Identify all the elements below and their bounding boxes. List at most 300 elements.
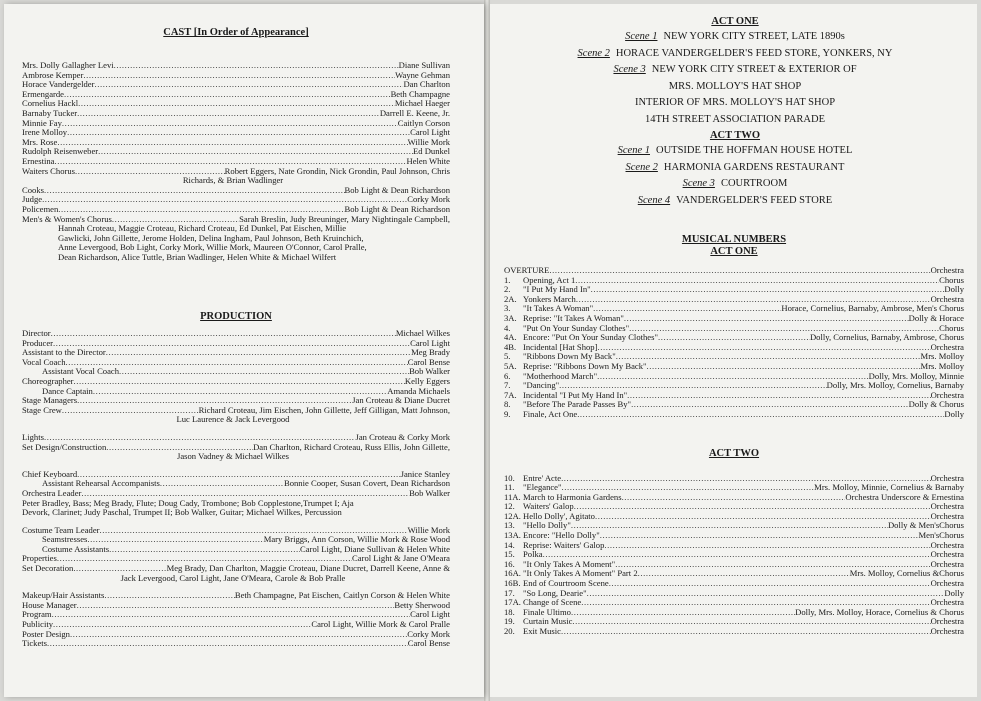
row-value: Horace, Cornelius, Barnaby, Ambrose, Men's Chorus [781, 303, 964, 314]
dot-leader [638, 569, 850, 579]
dot-leader [658, 333, 810, 343]
row-value: Corky Mork [407, 628, 450, 639]
scene-location: 14TH STREET ASSOCIATION PARADE [645, 113, 825, 125]
row-value: Michael Wilkes [395, 328, 450, 338]
dot-leader [571, 608, 795, 618]
row-value: Carol Bense [407, 356, 450, 367]
row-value: Willie Mork [407, 136, 450, 147]
item-number: 13A. [504, 530, 521, 541]
row-value: Dolly, Mrs. Molloy, Minnie [868, 370, 964, 381]
row-value: Meg Brady, Dan Charlton, Maggie Croteau, Diane Ducret, Darrell Keene, Anne & [166, 563, 450, 574]
dot-leader [47, 639, 408, 649]
leader-row [22, 147, 450, 157]
row-label: Yonkers March [523, 293, 576, 304]
program-right-page [490, 4, 977, 697]
row-label: Policemen [22, 203, 59, 214]
production-title: PRODUCTION [200, 311, 272, 322]
leader-row [22, 367, 450, 377]
row-value: Dolly, Cornelius, Barnaby, Ambrose, Chorus [809, 332, 964, 343]
item-number: 3. [504, 303, 511, 314]
item-number: 14. [504, 539, 515, 550]
row-label: Reprise: "It Takes A Woman" [523, 312, 624, 323]
row-value: Caitlyn Corson [397, 117, 450, 128]
row-value: Mrs. Molloy, Cornelius &Chorus [849, 568, 964, 579]
row-value: Mrs. Molloy [920, 360, 964, 371]
scene-location: NEW YORK CITY STREET & EXTERIOR OF [651, 64, 857, 75]
row-label: "I Put My Hand In" [523, 284, 591, 295]
scene-line [520, 143, 950, 160]
row-value: Jan Croteau & Diane Ducret [352, 395, 450, 406]
scene-line [520, 62, 950, 79]
dot-leader [600, 531, 919, 541]
row-label: Seamstresses [42, 534, 88, 545]
item-number: 4B. [504, 341, 517, 352]
dot-leader [549, 266, 930, 276]
row-label: Costume Assistants [42, 543, 110, 554]
row-label: Incidental [Hat Shop] [523, 341, 598, 352]
item-number: 5A. [504, 360, 517, 371]
item-number: 7A. [504, 389, 517, 400]
leader-row [22, 591, 450, 601]
row-value: Dolly [944, 587, 964, 598]
item-number: 9. [504, 408, 511, 419]
scene-location: OUTSIDE THE HOFFMAN HOUSE HOTEL [655, 145, 853, 156]
scene-line [520, 46, 950, 63]
row-label: Program [22, 609, 52, 620]
leader-row [22, 620, 450, 630]
dot-leader [572, 617, 930, 627]
row-label: Director [22, 328, 51, 338]
dot-leader [160, 479, 284, 489]
leader-row [504, 627, 964, 637]
act-one-scenes [520, 29, 950, 79]
dot-leader [587, 589, 945, 599]
leader-row [22, 630, 450, 640]
musical-act-two-list [504, 474, 964, 637]
row-label: Producer [22, 337, 54, 348]
row-label: Set Decoration [22, 563, 74, 574]
continuation-line: Hannah Croteau, Maggie Croteau, Richard Croteau, Ed Dunkel, Pat Eischen, Millie [58, 223, 347, 234]
row-value: Orchestra [930, 265, 964, 275]
musical-act-two-heading: ACT TWO [708, 447, 760, 459]
row-value: Orchestra [930, 341, 964, 352]
row-value: Dan Charlton, Richard Croteau, Russ Ellis, John Gillette, [253, 441, 450, 452]
item-number: 18. [504, 606, 515, 617]
row-label: Reprise: "Ribbons Down My Back" [523, 360, 647, 371]
continuation-line: Dean Richardson, Alice Tuttle, Brian Wadlinger, Helen White & Michael Wilfert [58, 251, 337, 262]
musical-numbers-title: MUSICAL NUMBERS [681, 234, 787, 245]
row-value: Wayne Gehman [395, 69, 450, 80]
row-value: Orchestra [930, 558, 964, 569]
row-label: Finale, Act One [523, 408, 578, 419]
leader-row [22, 109, 450, 119]
row-value: Bob Walker [409, 366, 450, 377]
row-label: Change of Scene [523, 597, 582, 608]
dot-leader [571, 521, 888, 531]
row-value: Janice Stanley [400, 468, 450, 479]
row-label: Finale Ultimo [523, 606, 571, 617]
row-value: Orchestra [930, 578, 964, 589]
scene-location: HARMONIA GARDENS RESTAURANT [663, 161, 845, 173]
leader-row [22, 61, 450, 71]
dot-leader [609, 579, 931, 589]
dot-leader [114, 61, 399, 71]
item-number: 17A. [504, 597, 521, 608]
row-value: Bonnie Cooper, Susan Covert, Dean Richardson [283, 478, 450, 489]
cast-list [22, 61, 450, 262]
dot-leader [561, 627, 931, 637]
program-left-page [4, 4, 484, 697]
row-label: Set Design/Construction [22, 441, 107, 452]
dot-leader [591, 285, 945, 295]
production-list [22, 329, 450, 649]
dot-leader [624, 314, 909, 324]
row-value: Dolly & Chorus [908, 399, 964, 410]
row-value: Kelly Eggers [404, 375, 450, 386]
orchestra-line: Devork, Clarinet; Judy Paschal, Trumpet II; Bob Walker, Guitar; Michael Wilkes, Percussion [22, 507, 342, 518]
scene-number: Scene 4 [637, 194, 671, 206]
row-label: March to Harmonia Gardens [523, 491, 622, 502]
continuation-line: Jack Levergood, Carol Light, Jane O'Meara, Carole & Bob Pralle [120, 572, 346, 583]
row-label: "Before The Parade Passes By" [523, 399, 632, 410]
row-value: Bob Walker [409, 487, 450, 498]
row-label: Incidental "I Put My Hand In" [523, 389, 628, 400]
cast-title: CAST [In Order of Appearance] [163, 27, 309, 38]
row-label: Orchestra Leader [22, 487, 82, 498]
row-value: Orchestra [930, 293, 964, 304]
row-value: Robert Eggers, Nate Grondin, Nick Grondin, Paul Johnson, Chris [224, 165, 450, 176]
row-label: Poster Design [22, 628, 70, 639]
act-two-scenes [520, 143, 950, 209]
row-label: Stage Managers [22, 395, 78, 406]
dot-leader [70, 630, 407, 640]
row-label: Encore: "Hello Dolly" [523, 530, 600, 541]
row-label: Mrs. Rose [22, 136, 58, 147]
row-value: Mary Briggs, Ann Corson, Willie Mork & Rose Wood [263, 534, 450, 545]
row-value: Bob Light & Dean Richardson [344, 203, 450, 214]
row-value: Carol Light, Willie Mork & Carol Pralle [311, 619, 450, 630]
row-label: Lights [22, 431, 44, 442]
item-number: 1. [504, 274, 511, 285]
row-value: Corky Mork [407, 194, 450, 205]
musical-act-one-heading: ACT ONE [710, 246, 758, 257]
dot-leader [98, 147, 413, 157]
act-two-heading: ACT TWO [709, 130, 761, 141]
dot-leader [53, 339, 410, 349]
dot-leader [119, 367, 409, 377]
leader-row [22, 639, 450, 649]
item-number: 2A. [504, 293, 517, 304]
act-one-extra-locations [520, 79, 950, 129]
leader-row [22, 186, 450, 196]
leader-row [22, 348, 450, 358]
scene-location: NEW YORK CITY STREET, LATE 1890s [663, 31, 845, 42]
scene-number: Scene 3 [613, 64, 646, 75]
row-value: Betty Sherwood [394, 599, 450, 610]
row-label: Minnie Fay [22, 117, 62, 128]
row-label: Assistant Vocal Coach [42, 366, 120, 377]
row-label: Curtain Music [523, 616, 573, 627]
row-value: Dolly & Horace [908, 312, 964, 323]
dot-leader [93, 387, 387, 397]
row-value: Chorus [939, 274, 964, 285]
row-value: Orchestra [930, 501, 964, 512]
dot-leader [577, 410, 944, 420]
row-label: "Hello Dolly" [523, 520, 571, 531]
scene-location: HORACE VANDERGELDER'S FEED STORE, YONKERS, NY [615, 47, 893, 59]
leader-row [504, 617, 964, 627]
dot-leader [622, 493, 846, 503]
scene-listing [520, 14, 950, 209]
row-label: Stage Crew [22, 404, 62, 415]
dot-leader [57, 138, 407, 148]
dot-leader [595, 512, 931, 522]
leader-row [22, 601, 450, 611]
item-number: 5. [504, 351, 511, 362]
row-label: End of Courtroom Scene [523, 578, 609, 589]
leader-row [22, 128, 450, 138]
row-value: Carol Light [410, 609, 450, 620]
row-label: Horace Vandergelder [22, 79, 95, 90]
row-label: "It Only Takes A Moment" Part 2 [523, 568, 638, 579]
dot-leader [77, 109, 380, 119]
item-number: 2. [504, 284, 511, 295]
leader-row [504, 608, 964, 618]
item-number: 19. [504, 616, 515, 627]
dot-leader [631, 400, 909, 410]
leader-row [504, 541, 964, 551]
row-label: Assistant to the Director [22, 347, 106, 358]
row-label: Hello Dolly', Agitato [523, 510, 595, 521]
scene-location: INTERIOR OF MRS. MOLLOY'S HAT SHOP [634, 97, 836, 108]
row-value: Orchestra [930, 539, 964, 550]
row-value: Orchestra [930, 616, 964, 627]
item-number: 16. [504, 558, 515, 569]
row-label: Ambrose Kemper [22, 69, 84, 80]
item-number: 17. [504, 587, 515, 598]
row-label: Exit Music [523, 626, 561, 636]
row-label: Costume Team Leader [22, 524, 100, 535]
item-number: 6. [504, 370, 511, 381]
item-number: 4. [504, 322, 511, 333]
row-label: "Put On Your Sunday Clothes" [523, 322, 630, 333]
dot-leader [627, 391, 930, 401]
continuation-line: Jason Vadney & Michael Wilkes [177, 451, 289, 462]
row-value: Dan Charlton [403, 79, 450, 90]
row-label: Ermengarde [22, 88, 64, 99]
dot-leader [64, 90, 391, 100]
row-value: Dolly [944, 284, 964, 295]
row-value: Willie Mork [407, 524, 450, 535]
row-value: Carol Light & Jane O'Meara [352, 553, 450, 564]
scene-location: MRS. MOLLOY'S HAT SHOP [668, 80, 802, 92]
dot-leader [53, 620, 311, 630]
row-label: Barnaby Tucker [22, 107, 78, 118]
cast-section [22, 26, 450, 262]
row-value: Orchestra [930, 510, 964, 521]
production-section [22, 310, 450, 649]
row-label: Opening, Act 1 [523, 274, 576, 285]
row-value: Meg Brady [411, 347, 450, 358]
row-value: Sarah Breslin, Judy Breuninger, Mary Nightingale Campbell, [239, 213, 450, 224]
row-label: House Manager [22, 599, 77, 610]
scene-line [520, 29, 950, 46]
continuation-line: Anne Levergood, Bob Light, Corky Mork, Willie Mork, Maureen O'Connor, Carol Pralle, [58, 242, 367, 253]
row-label: Judge [22, 194, 43, 205]
row-label: Assistant Rehearsal Accompanists [42, 478, 160, 489]
item-number: 8. [504, 399, 511, 410]
row-value: Orchestra [930, 389, 964, 400]
dot-leader [74, 377, 405, 387]
continuation-line: Richards, & Brian Wadlinger [182, 175, 284, 186]
dot-leader [616, 352, 921, 362]
row-label: Properties [22, 553, 57, 564]
row-label: Men's & Women's Chorus [22, 213, 112, 224]
dot-leader [67, 128, 410, 138]
leader-row [22, 119, 450, 129]
row-value: Orchestra [930, 597, 964, 608]
row-value: Bob Light & Dean Richardson [344, 184, 450, 195]
row-label: "So Long, Dearie" [523, 587, 587, 598]
row-label: "Elegance" [523, 482, 562, 493]
leader-row [22, 80, 450, 90]
item-number: 3A. [504, 312, 517, 323]
row-label: Cornelius Hackl [22, 98, 79, 109]
row-value: Orchestra [930, 549, 964, 560]
row-value: Dolly, Mrs. Molloy, Cornelius, Barnaby [826, 380, 964, 391]
item-number: 7. [504, 380, 511, 391]
dot-leader [87, 535, 263, 545]
dot-leader [104, 591, 235, 601]
dot-leader [94, 80, 403, 90]
row-label: Dance Captain [42, 385, 93, 396]
continuation-line: Luc Laurence & Jack Levergood [176, 414, 290, 425]
item-number: 12A. [504, 510, 521, 521]
row-label: Waiters Chorus [22, 165, 76, 176]
row-label: "It Only Takes A Moment" [523, 558, 616, 569]
dot-leader [77, 601, 395, 611]
row-label: Entre' Acte [523, 472, 562, 483]
dot-leader [109, 545, 300, 555]
item-number: 11A. [504, 491, 521, 502]
row-value: Beth Champagne [390, 88, 450, 99]
row-value: Michael Haeger [394, 98, 450, 109]
row-label: Chief Keyboard [22, 468, 78, 479]
row-label: Ernestina [22, 155, 55, 166]
musical-numbers-section [504, 234, 964, 637]
row-value: Dolly & Men'sChorus [887, 520, 964, 531]
continuation-line: Gawlicki, John Gillette, Jerome Holden, Delina Ingham, Paul Johnson, Beth Kruinchich, [58, 232, 364, 243]
dot-leader [78, 99, 395, 109]
item-number: 16B. [504, 578, 521, 589]
row-label: Mrs. Dolly Gallagher Levi [22, 60, 114, 70]
row-label: "Dancing" [523, 380, 560, 391]
dot-leader [604, 541, 930, 551]
row-label: Makeup/Hair Assistants [22, 590, 105, 601]
row-label: Cooks [22, 184, 44, 195]
scene-line [520, 160, 950, 177]
row-value: Amanda Michaels [387, 385, 450, 396]
orchestra-line: Peter Bradley, Bass; Meg Brady, Flute; Doug Cady, Trombone; Bob Copplestone,Trumpet I; Aja [22, 497, 354, 508]
row-label: Tickets [22, 638, 47, 649]
row-label: OVERTURE [504, 265, 550, 275]
scene-number: Scene 1 [625, 31, 658, 42]
item-number: 11. [504, 482, 515, 493]
item-number: 15. [504, 549, 515, 560]
scene-number: Scene 2 [625, 161, 658, 173]
scene-number: Scene 3 [682, 178, 715, 189]
row-label: "Motherhood March" [523, 370, 598, 381]
row-label: "Ribbons Down My Back" [523, 351, 616, 362]
row-label: Reprise: Waiters' Galop [523, 539, 605, 550]
dot-leader [574, 502, 931, 512]
row-label: Publicity [22, 619, 54, 630]
scene-line [520, 176, 950, 193]
row-label: Rudolph Reisenweber [22, 146, 99, 157]
row-value: Jan Croteau & Corky Mork [355, 431, 450, 442]
row-value: Carol Light, Diane Sullivan & Helen White [300, 543, 450, 554]
item-number: 20. [504, 626, 515, 636]
dot-leader [106, 348, 411, 358]
row-value: Carol Light [410, 337, 450, 348]
scene-location: COURTROOM [720, 178, 788, 189]
musical-act-one-list [504, 266, 964, 420]
row-value: Richard Croteau, Jim Eischen, John Gillette, Jeff Gilligan, Matt Johnson, [198, 404, 450, 415]
scene-location: VANDERGELDER'S FEED STORE [676, 194, 833, 206]
item-number: 10. [504, 472, 515, 483]
row-value: Helen White [406, 155, 450, 166]
leader-row [22, 329, 450, 339]
item-number: 4A. [504, 332, 517, 343]
row-value: Men'sChorus [918, 530, 964, 541]
row-label: Choreographer [22, 375, 74, 386]
dot-leader [575, 276, 939, 286]
row-value: Carol Light [410, 127, 450, 138]
dot-leader [62, 119, 398, 129]
row-value: Orchestra [930, 626, 964, 636]
act-one-heading: ACT ONE [711, 16, 759, 27]
dot-leader [51, 329, 396, 339]
row-label: Polka [523, 549, 543, 560]
row-label: Encore: "Put On Your Sunday Clothes" [523, 332, 658, 343]
leader-row [22, 90, 450, 100]
row-value: Diane Sullivan [398, 60, 450, 70]
row-label: Irene Molloy [22, 127, 68, 138]
row-value: Dolly, Mrs. Molloy, Horace, Cornelius & Chorus [795, 606, 964, 617]
row-label: Vocal Coach [22, 356, 66, 367]
row-value: Mrs. Molloy [920, 351, 964, 362]
row-value: Darrell E. Keene, Jr. [379, 107, 450, 118]
row-value: Dolly [944, 408, 964, 419]
dot-leader [83, 71, 395, 81]
row-value: Chorus [939, 322, 964, 333]
scene-line [520, 193, 950, 210]
leader-row [22, 479, 450, 489]
item-number: 16A. [504, 568, 521, 579]
row-value: Mrs. Molloy, Minnie, Cornelius & Barnaby [814, 482, 964, 493]
item-number: 13. [504, 520, 515, 531]
row-value: Orchestra [930, 472, 964, 483]
scene-number: Scene 2 [577, 47, 610, 59]
scene-number: Scene 1 [617, 145, 650, 156]
row-label: "It Takes A Woman" [523, 303, 594, 314]
row-value: Carol Bense [407, 638, 450, 649]
row-value: Ed Dunkel [413, 146, 450, 157]
row-value: Orchestra Underscore & Ernestina [845, 491, 964, 502]
dot-leader [44, 186, 345, 196]
row-value: Beth Champagne, Pat Eischen, Caitlyn Corson & Helen White [234, 590, 450, 601]
item-number: 12. [504, 501, 515, 512]
